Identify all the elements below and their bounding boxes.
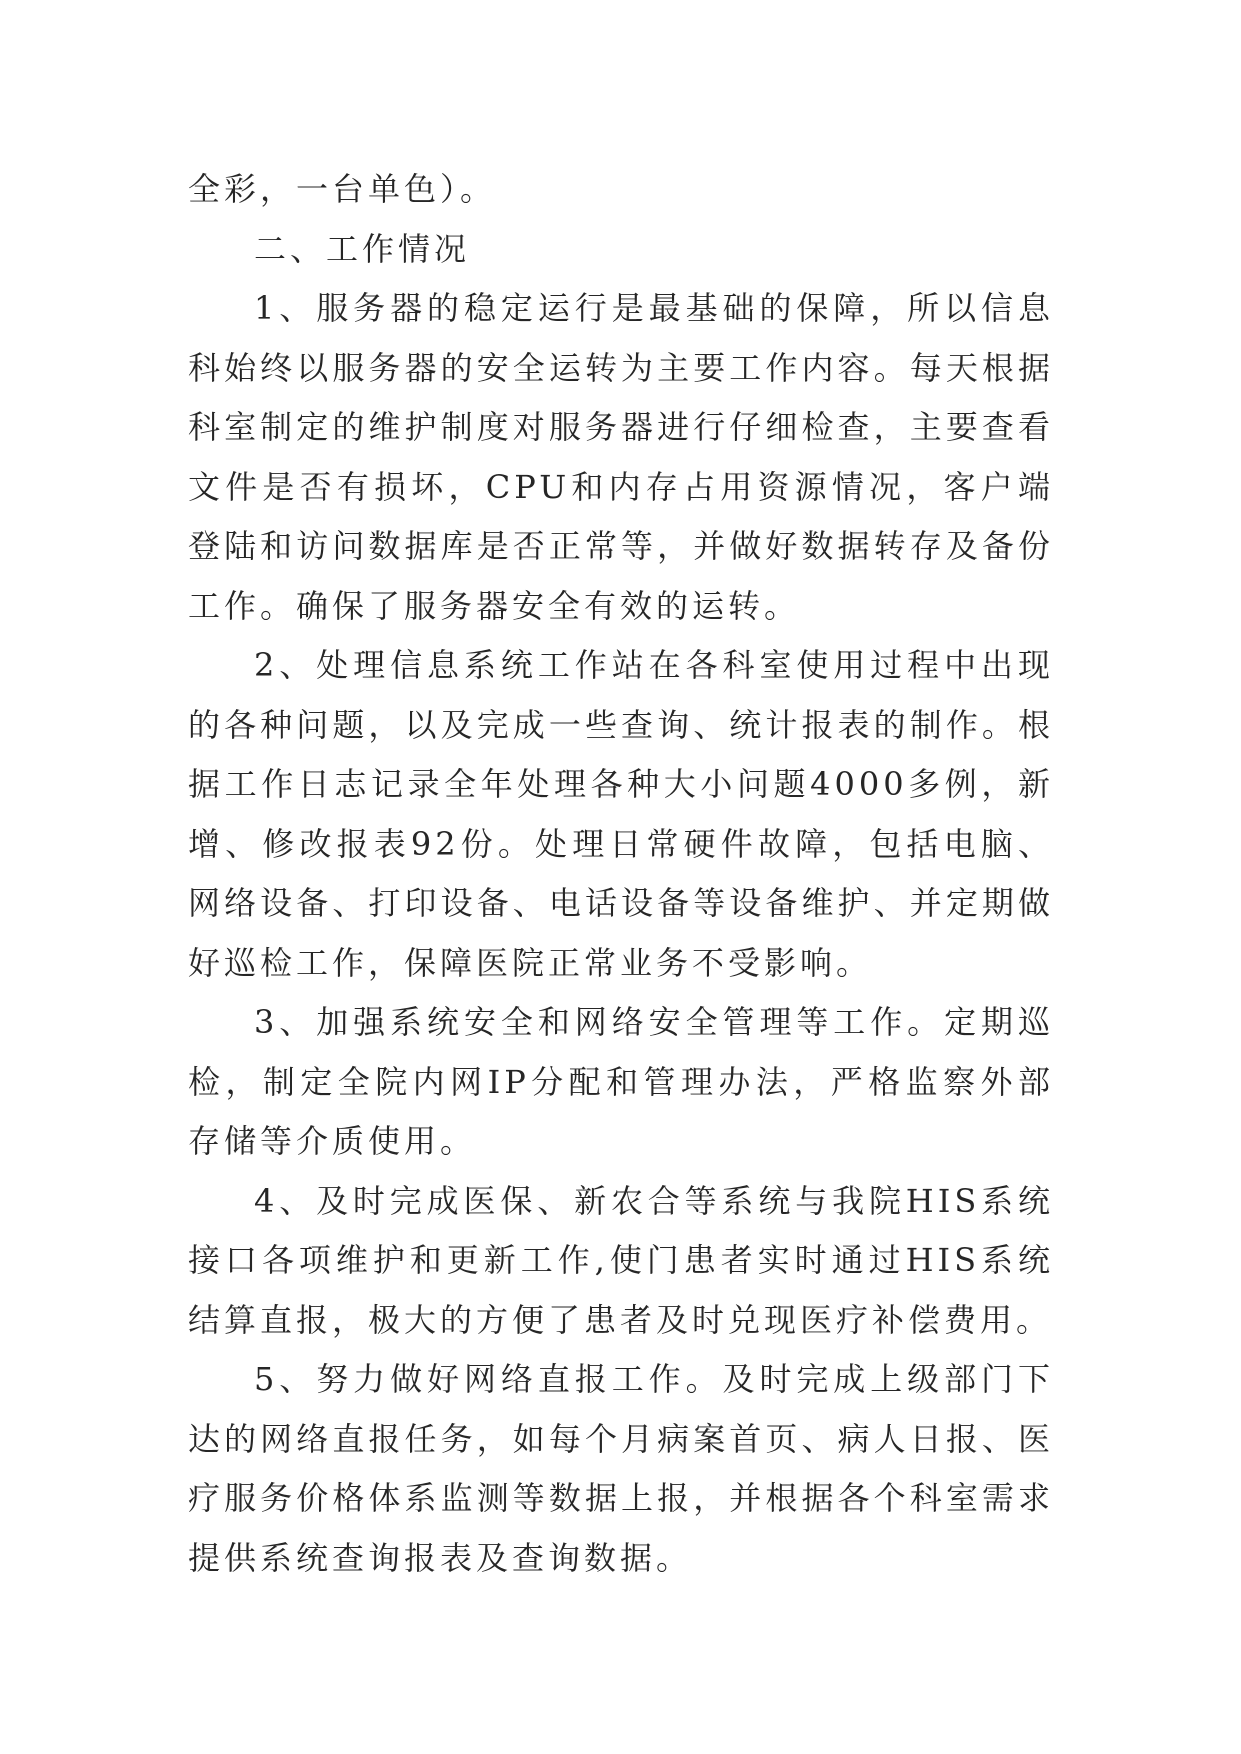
paragraph-continuation: 全彩，一台单色）。 bbox=[188, 170, 497, 208]
paragraph-item-1: 1、服务器的稳定运行是最基础的保障，所以信息科始终以服务器的安全运转为主要工作内容。每天根据科室制定的维护制度对服务器进行仔细检查，主要查看文件是否有损坏，CPU和内存占用资源情况，客户端登陆和访问数据库是否正常等，并做好数据转存及备份工作。确保了服务器安全有效的运转。 bbox=[188, 289, 1054, 625]
document-body bbox=[188, 160, 1054, 1588]
paragraph-item-5: 5、努力做好网络直报工作。及时完成上级部门下达的网络直报任务，如每个月病案首页、病人日报、医疗服务价格体系监测等数据上报，并根据各个科室需求提供系统查询报表及查询数据。 bbox=[188, 1360, 1054, 1577]
section-heading: 二、工作情况 bbox=[254, 229, 471, 268]
paragraph-item-2: 2、处理信息系统工作站在各科室使用过程中出现的各种问题，以及完成一些查询、统计报表的制作。根据工作日志记录全年处理各种大小问题4000多例，新增、修改报表92份。处理日常硬件故障，包括电脑、网络设备、打印设备、电话设备等设备维护、并定期做好巡检工作，保障医院正常业务不受影响。 bbox=[188, 646, 1054, 982]
paragraph-item-3: 3、加强系统安全和网络安全管理等工作。定期巡检，制定全院内网IP分配和管理办法，严格监察外部存储等介质使用。 bbox=[188, 1003, 1054, 1160]
paragraph-item-4: 4、及时完成医保、新农合等系统与我院HIS系统接口各项维护和更新工作,使门患者实时通过HIS系统结算直报，极大的方便了患者及时兑现医疗补偿费用。 bbox=[188, 1181, 1054, 1339]
